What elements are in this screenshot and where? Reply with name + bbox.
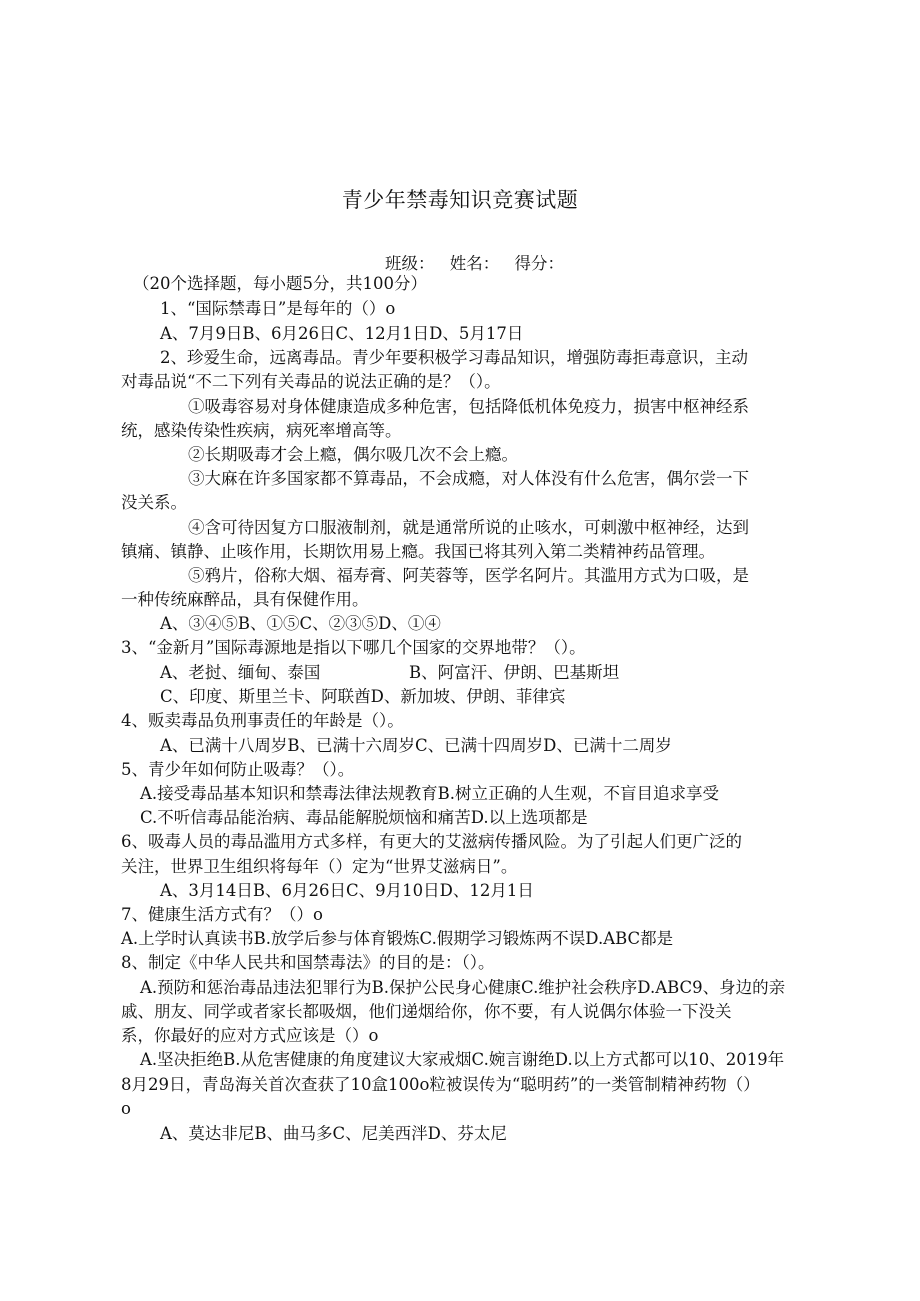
question-10-options: A、莫达非尼B、曲马多C、尼美西泮D、芬太尼 — [160, 1124, 507, 1143]
question-8: 8、制定《中华人民共和国禁毒法》的目的是：（）。 — [121, 953, 495, 972]
question-10-cont: 8月29日，青岛海关首次查获了10盒100o粒被误传为“聪明药”的一类管制精神药物（） — [121, 1075, 760, 1094]
statement-3-cont: 没关系。 — [121, 493, 187, 512]
score-label: 得分： — [514, 254, 564, 273]
statement-2: ②长期吸毒才会上瘾，偶尔吸几次不会上瘾。 — [188, 445, 518, 464]
statement-3: ③大麻在许多国家都不算毒品，不会成瘾，对人体没有什么危害，偶尔尝一下 — [188, 469, 749, 488]
question-5: 5、青少年如何防止吸毒？（）。 — [121, 760, 355, 779]
statement-1: ①吸毒容易对身体健康造成多种危害，包括降低机体免疫力，损害中枢神经系 — [188, 397, 749, 416]
question-2: 2、珍爱生命，远离毒品。青少年要积极学习毒品知识，增强防毒拒毒意识，主动 — [160, 348, 748, 367]
question-1-options: A、7月9日B、6月26日C、12月1日D、5月17日 — [160, 324, 524, 343]
question-4: 4、贩卖毒品负刑事责任的年龄是（）。 — [121, 711, 404, 730]
question-6-options: A、3月14日B、6月26日C、9月10日D、12月1日 — [160, 881, 534, 900]
question-10-cont-2: o — [121, 1099, 131, 1118]
question-1: 1、“国际禁毒日”是每年的（）o — [160, 299, 396, 318]
question-3-option-a: A、老挝、缅甸、泰国 — [160, 663, 321, 682]
class-label: 班级： — [385, 254, 435, 273]
question-9-cont-2: 系，你最好的应对方式应该是（）o — [121, 1026, 379, 1045]
question-6-cont: 关注，世界卫生组织将每年（）定为“世界艾滋病日”。 — [121, 857, 518, 876]
name-label: 姓名： — [449, 254, 500, 273]
statement-4-cont: 镇痛、镇静、止咳作用，长期饮用易上瘾。我国已将其列入第二类精神药品管理。 — [121, 542, 715, 561]
question-2-cont: 对毒品说“不二下列有关毒品的说法正确的是？（）。 — [121, 372, 501, 391]
question-5-options-cd: C.不听信毒品能治病、毒品能解脱烦恼和痛苦D.以上选项都是 — [140, 808, 588, 827]
question-2-options: A、③④⑤B、①⑤C、②③⑤D、①④ — [160, 614, 441, 633]
question-7: 7、健康生活方式有？（）o — [121, 905, 323, 924]
question-6: 6、吸毒人员的毒品滥用方式多样，有更大的艾滋病传播风险。为了引起人们更广泛的 — [121, 832, 742, 851]
question-5-options-ab: A.接受毒品基本知识和禁毒法律法规教育B.树立正确的人生观，不盲目追求享受 — [140, 784, 720, 803]
question-8-options-question-9: A.预防和惩治毒品违法犯罪行为B.保护公民身心健康C.维护社会秩序D.ABC9、身边的亲 — [140, 978, 786, 997]
question-3: 3、“金新月”国际毒源地是指以下哪几个国家的交界地带？（）。 — [121, 638, 586, 657]
question-9-options-question-10: A.坚决拒绝B.从危害健康的角度建议大家戒烟C.婉言谢绝D.以上方式都可以10、2019年 — [140, 1050, 785, 1069]
question-7-options: A.上学时认真读书B.放学后参与体育锻炼C.假期学习锻炼两不误D.ABC都是 — [121, 929, 674, 948]
statement-5-cont: 一种传统麻醉品，具有保健作用。 — [121, 590, 369, 609]
page-title: 青少年禁毒知识竞赛试题 — [341, 188, 579, 212]
statement-4: ④含可待因复方口服液制剂，就是通常所说的止咳水，可刺激中枢神经，达到 — [188, 518, 749, 537]
question-3-options-cd: C、印度、斯里兰卡、阿联酋D、新加坡、伊朗、菲律宾 — [160, 687, 566, 706]
statement-1-cont: 统，感染传染性疾病，病死率增高等。 — [121, 421, 402, 440]
question-3-option-b: B、阿富汗、伊朗、巴基斯坦 — [409, 663, 620, 682]
question-4-options: A、已满十八周岁B、已满十六周岁C、已满十四周岁D、已满十二周岁 — [160, 736, 672, 755]
instruction: （20个选择题，每小题5分，共100分） — [133, 274, 427, 293]
question-9-cont: 戚、朋友、同学或者家长都吸烟，他们递烟给你，你不要，有人说偶尔体验一下没关 — [121, 1002, 732, 1021]
statement-5: ⑤鸦片，俗称大烟、福寿膏、阿芙蓉等，医学名阿片。其滥用方式为口吸，是 — [188, 566, 749, 585]
student-info-row — [385, 250, 574, 274]
